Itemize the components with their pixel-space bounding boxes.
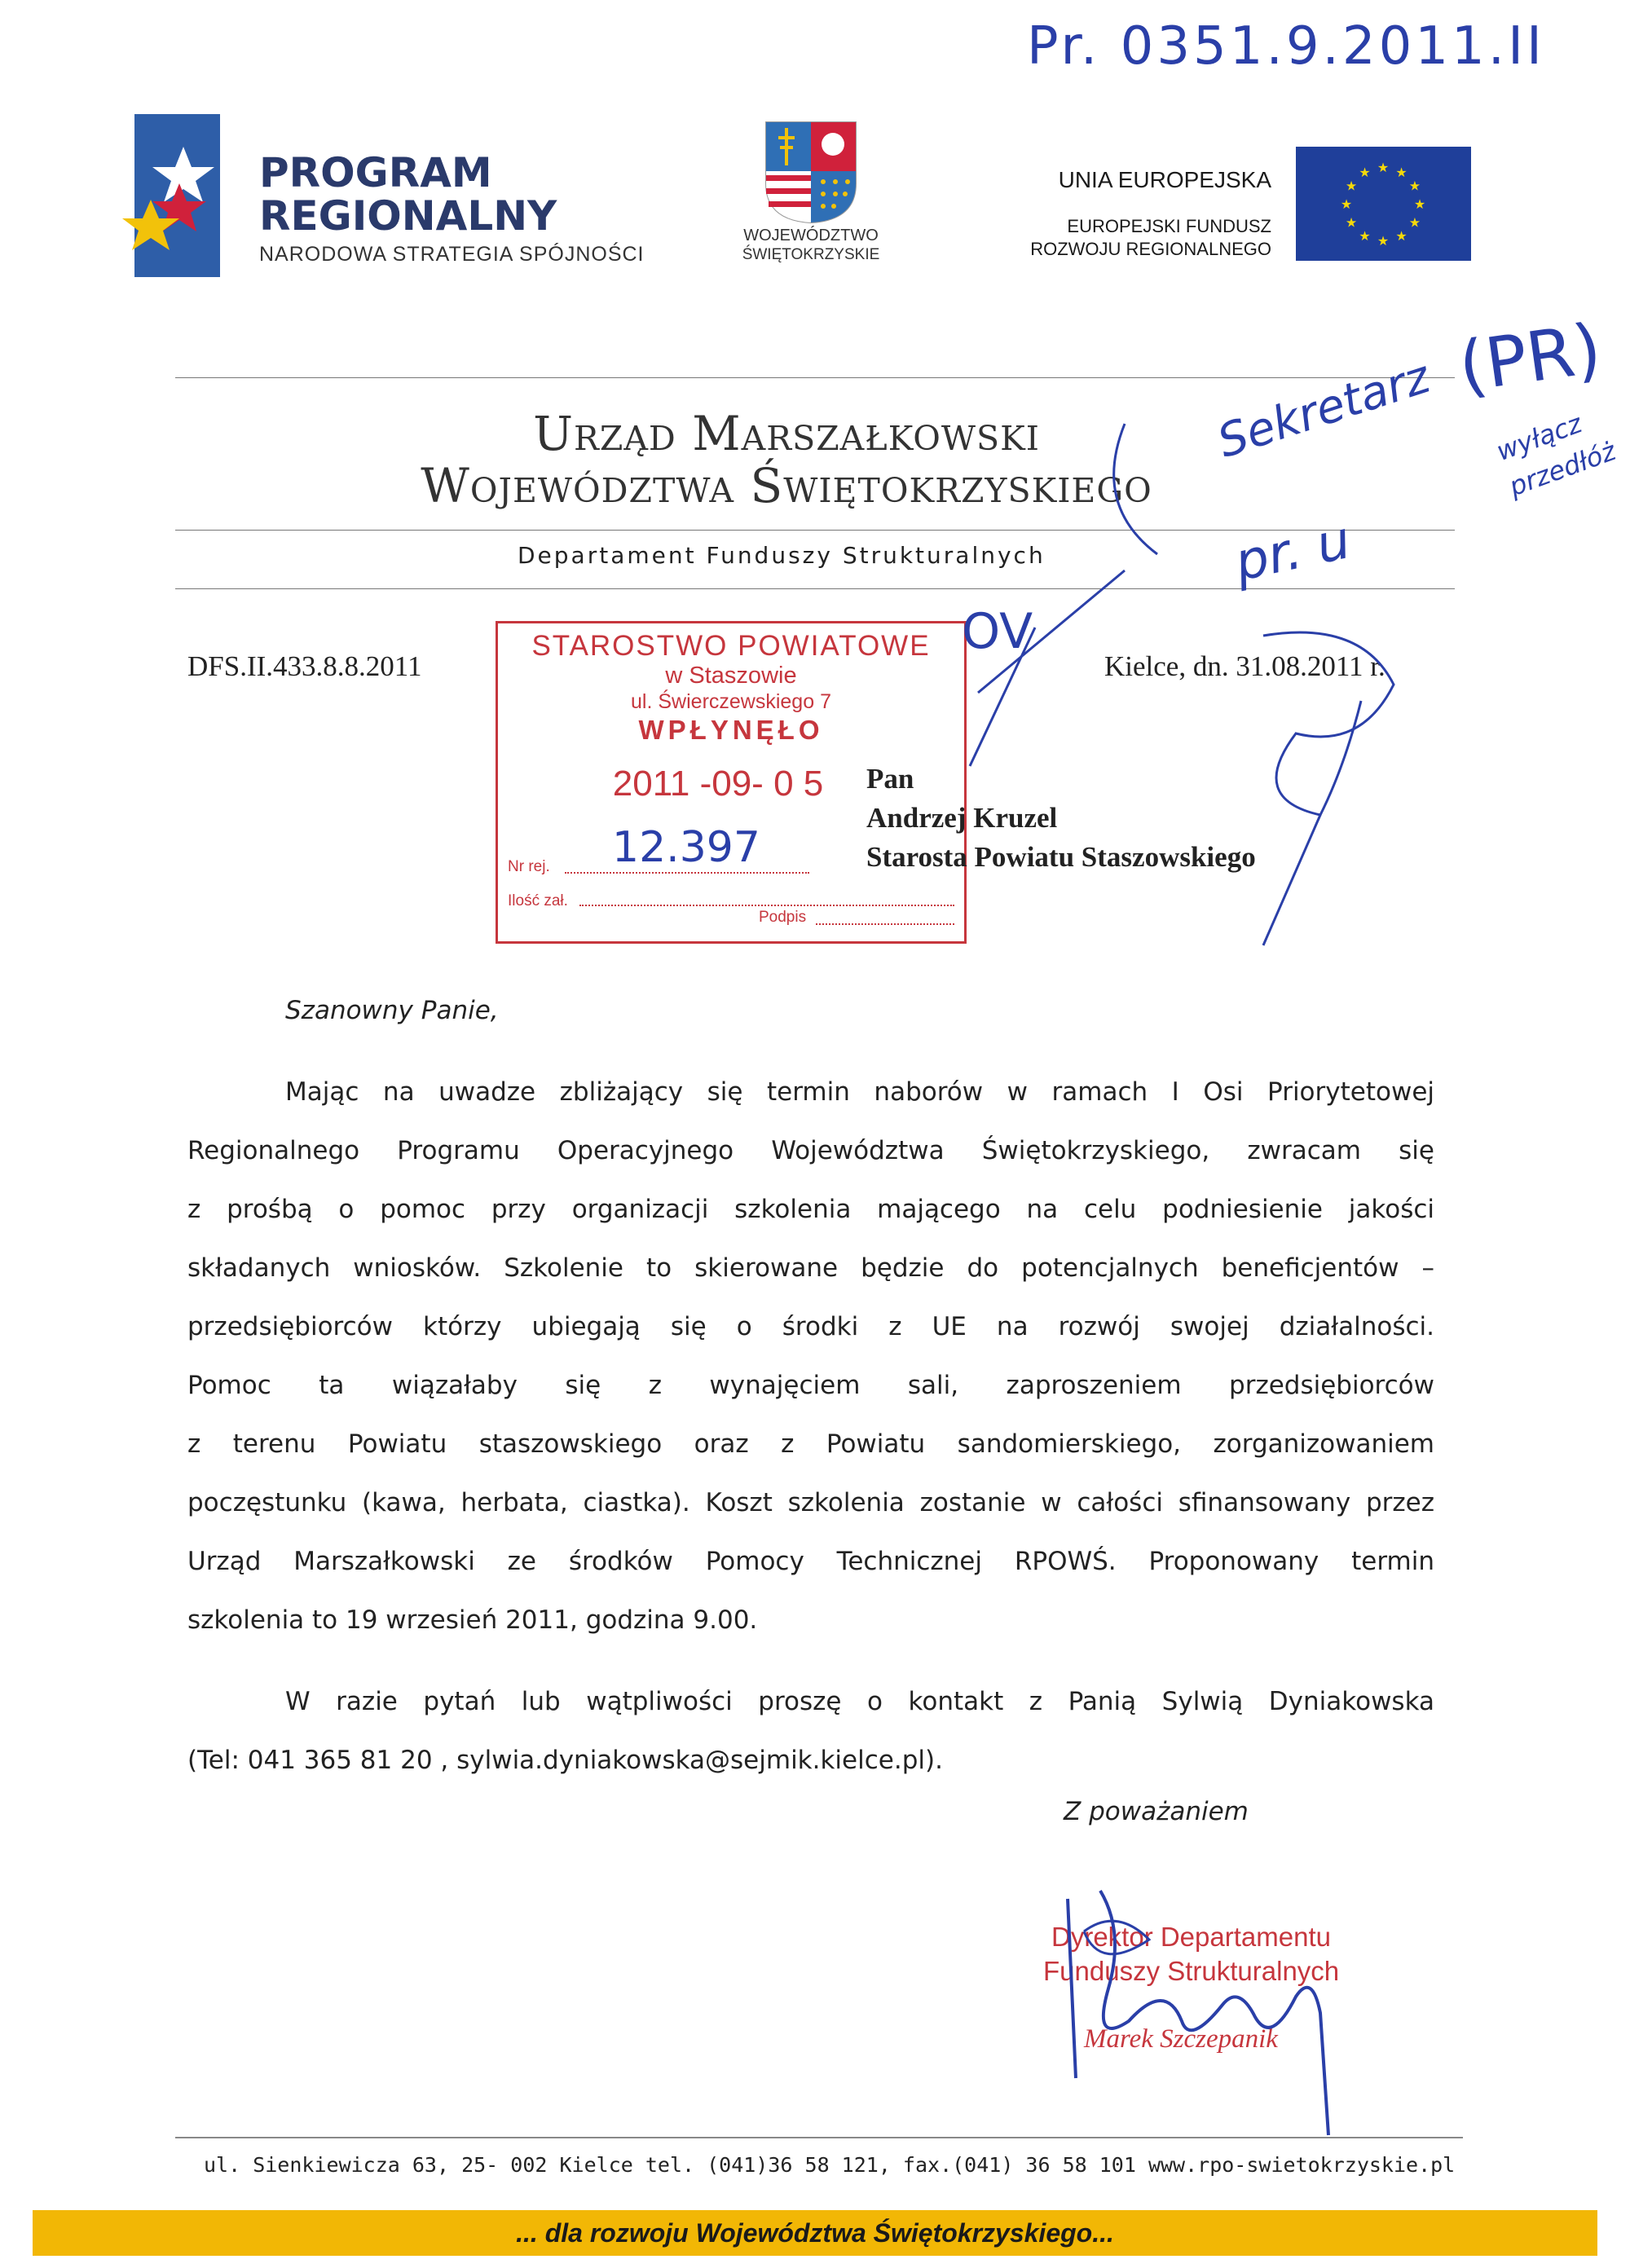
reference-number: DFS.II.433.8.8.2011 <box>187 650 422 682</box>
handwritten-reference: Pr. 0351.9.2011.II <box>1027 16 1545 77</box>
director-signature <box>1051 1883 1361 2143</box>
handwritten-initials: OV <box>962 603 1033 660</box>
paragraph-2 <box>187 1672 1434 1790</box>
voivodeship-name-line2: ŚWIĘTOKRZYSKIE <box>742 246 880 263</box>
handwritten-note-secretary: Sekretarz <box>1211 350 1437 469</box>
coat-of-arms-icon <box>762 118 860 224</box>
slogan-text: ... dla rozwoju Województwa Świętokrzyskiego... <box>516 2218 1114 2248</box>
eu-flag <box>1296 147 1471 261</box>
paragraph-1 <box>187 1063 1434 1649</box>
office-name-line1: Urząd Marszałkowski <box>533 406 1040 461</box>
eu-fund-line2: ROZWOJU REGIONALNEGO <box>1030 239 1271 259</box>
paragraph-line: Urząd Marszałkowski ze środków Pomocy Technicznej RPOWŚ. Proponowany termin <box>187 1547 1434 1576</box>
program-regionalny-logo <box>118 114 220 277</box>
stamp-town: w Staszowie <box>665 663 797 689</box>
eu-flag-icon <box>1296 147 1471 261</box>
recipient-position: Starosta Powiatu Staszowskiego <box>866 841 1256 873</box>
eu-fund-line1: EUROPEJSKI FUNDUSZ <box>1067 216 1271 236</box>
stamp-nr-label: Nr rej. <box>508 858 550 875</box>
director-name: Marek Szczepanik <box>1084 2024 1278 2054</box>
program-title-line2: REGIONALNY <box>259 192 557 240</box>
eu-star-icon: ★ <box>1345 216 1358 231</box>
letter-date: 31.08.2011 <box>1236 650 1363 682</box>
paragraph-line: (Tel: 041 365 81 20 , sylwia.dyniakowska@sejmik.kielce.pl). <box>187 1746 943 1775</box>
salutation: Szanowny Panie, <box>285 996 499 1025</box>
paragraph-line: W razie pytań lub wątpliwości proszę o kontakt z Panią Sylwią Dyniakowska <box>285 1687 1434 1716</box>
eu-star-icon: ★ <box>1408 216 1421 231</box>
paragraph-line: z prośbą o pomoc przy organizacji szkolenia mającego na celu podniesienie jakości <box>187 1195 1434 1224</box>
stamp-received: WPŁYNĘŁO <box>638 715 824 745</box>
place-date-suffix: r. <box>1370 650 1386 682</box>
paragraph-line: szkolenia to 19 wrzesień 2011, godzina 9.00. <box>187 1605 758 1635</box>
voivodeship-coat-of-arms <box>762 118 860 224</box>
eu-star-icon: ★ <box>1395 166 1408 181</box>
stars-logo-icon <box>118 114 220 277</box>
paragraph-line: Pomoc ta wiązałaby się z wynajęciem sali, zaproszeniem przedsiębiorców <box>187 1371 1434 1400</box>
eu-star-icon: ★ <box>1408 179 1421 194</box>
paragraph-line: Mając na uwadze zbliżający się termin naborów w ramach I Osi Priorytetowej <box>285 1077 1434 1107</box>
office-name-line2: Województwa Świętokrzyskiego <box>421 458 1152 513</box>
place-date-prefix: Kielce, dn. <box>1104 650 1229 682</box>
program-title-line1: PROGRAM <box>259 149 492 196</box>
eu-star-icon: ★ <box>1340 198 1353 212</box>
stamp-date: 2011 -09- 0 5 <box>612 764 824 804</box>
stamp-nr-dots <box>565 872 809 874</box>
director-stamp-line2: Funduszy Strukturalnych <box>1043 1956 1340 1986</box>
paragraph-line: z terenu Powiatu staszowskiego oraz z Powiatu sandomierskiego, zorganizowaniem <box>187 1429 1434 1459</box>
stamp-street: ul. Świerczewskiego 7 <box>631 690 831 713</box>
handwritten-note-pr: pr. u <box>1229 510 1356 593</box>
recipient-name: Andrzej Kruzel <box>866 802 1058 834</box>
closing: Z poważaniem <box>1064 1797 1249 1826</box>
stamp-nr-value: 12.397 <box>612 823 760 872</box>
handwritten-strokes <box>937 310 1508 978</box>
stamp-office: STAROSTWO POWIATOWE <box>531 630 931 662</box>
footer-address: ul. Sienkiewicza 63, 25- 002 Kielce tel. (041)36 58 121, fax.(041) 36 58 101 www.rpo-swietokrzyskie.pl <box>204 2153 1456 2177</box>
program-subtitle: NARODOWA STRATEGIA SPÓJNOŚCI <box>259 243 645 266</box>
eu-star-icon: ★ <box>1413 198 1426 212</box>
handwritten-note-forward: wyłącz przedłóż <box>1492 407 1620 503</box>
stamp-signature-dots <box>816 923 954 925</box>
paragraph-line: przedsiębiorców którzy ubiegają się o środki z UE na rozwój swojej działalności. <box>187 1312 1434 1341</box>
eu-title: UNIA EUROPEJSKA <box>1058 167 1271 192</box>
eu-star-icon: ★ <box>1377 161 1390 175</box>
stamp-signature-label: Podpis <box>759 909 807 926</box>
paragraph-line: składanych wniosków. Szkolenie to skierowane będzie do potencjalnych beneficjentów – <box>187 1253 1434 1283</box>
voivodeship-name-line1: WOJEWÓDZTWO <box>743 227 879 244</box>
handwritten-note-pr-bracket: (PR) <box>1454 308 1606 407</box>
eu-star-icon: ★ <box>1359 166 1371 181</box>
department-name: Departament Funduszy Strukturalnych <box>518 542 1046 569</box>
eu-star-icon: ★ <box>1395 229 1408 244</box>
eu-star-icon: ★ <box>1345 179 1358 194</box>
footer-divider <box>175 2137 1463 2138</box>
eu-star-icon: ★ <box>1377 235 1390 249</box>
paragraph-line: poczęstunku (kawa, herbata, ciastka). Koszt szkolenia zostanie w całości sfinansowany przez <box>187 1488 1434 1517</box>
stamp-attachments-dots <box>579 905 954 906</box>
stamp-attachments-label: Ilość zał. <box>508 892 568 909</box>
eu-star-icon: ★ <box>1359 229 1371 244</box>
paragraph-line: Regionalnego Programu Operacyjnego Województwa Świętokrzyskiego, zwracam się <box>187 1136 1434 1165</box>
recipient-title: Pan <box>866 763 914 795</box>
director-stamp-line1: Dyrektor Departamentu <box>1051 1922 1331 1952</box>
